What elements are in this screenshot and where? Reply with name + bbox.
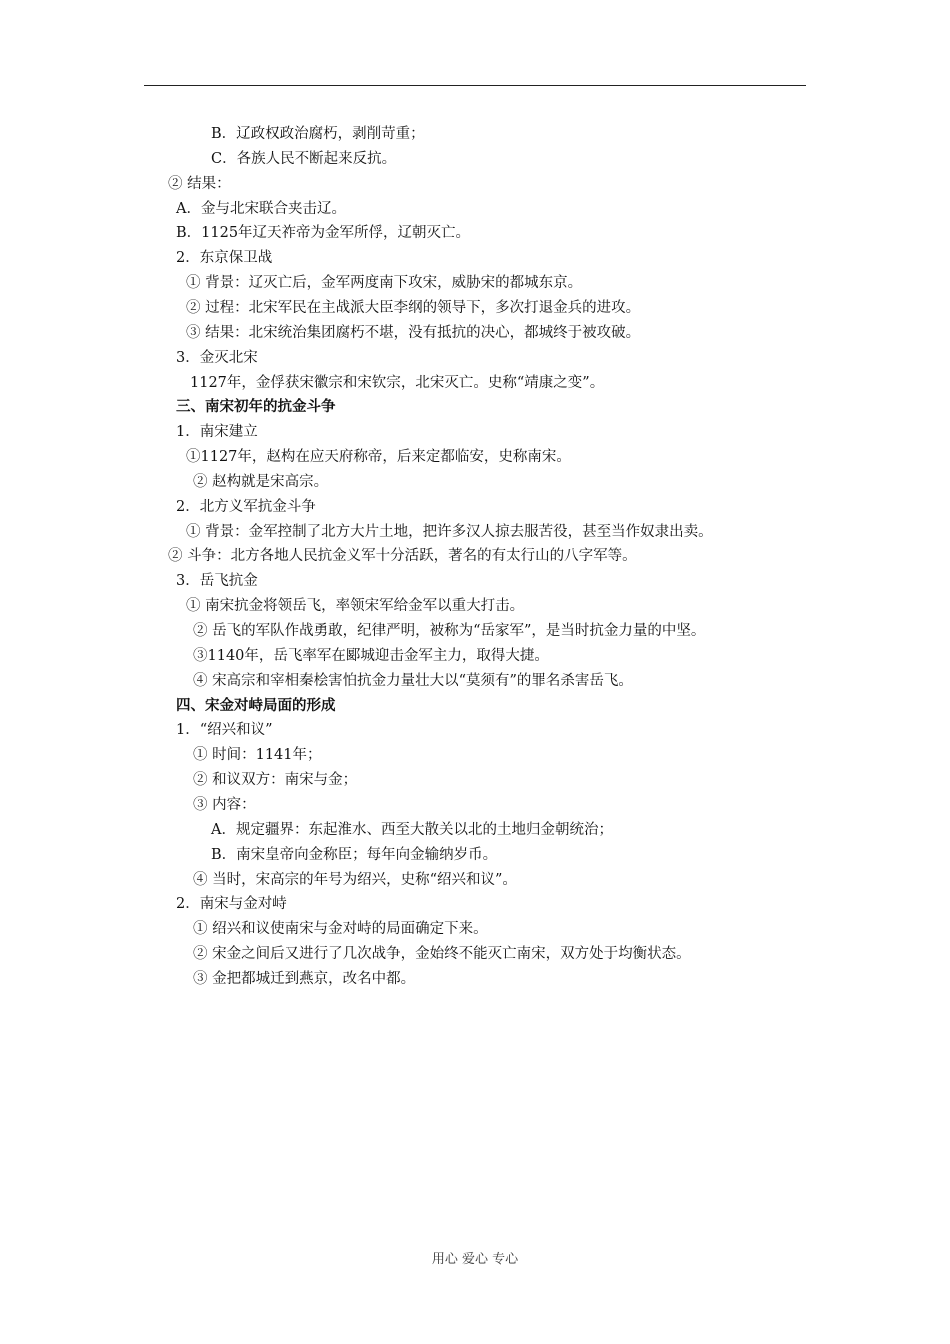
text-line: ② 斗争：北方各地人民抗金义军十分活跃，著名的有太行山的八字军等。 xyxy=(168,548,637,565)
text-line: 1127年，金俘获宋徽宗和宋钦宗，北宋灭亡。史称“靖康之变”。 xyxy=(190,374,605,391)
text-line: B．1125年辽天祚帝为金军所俘，辽朝灭亡。 xyxy=(176,225,471,242)
page-footer: 用心 爱心 专心 xyxy=(431,1252,519,1267)
text-line: ② 赵构就是宋高宗。 xyxy=(193,473,329,490)
text-line: B．辽政权政治腐朽，剥削苛重； xyxy=(211,126,425,142)
text-line: ② 和议双方：南宋与金； xyxy=(193,772,358,789)
text-line: ①1127年，赵构在应天府称帝，后来定都临安，史称南宋。 xyxy=(186,449,571,466)
text-line: ① 背景：金军控制了北方大片土地，把许多汉人掠去服苦役，甚至当作奴隶出卖。 xyxy=(186,523,713,540)
text-line: ① 绍兴和议使南宋与金对峙的局面确定下来。 xyxy=(193,921,488,938)
text-line: ② 岳飞的军队作战勇敢，纪律严明，被称为“岳家军”，是当时抗金力量的中坚。 xyxy=(193,623,706,639)
text-line: ① 时间：1141年； xyxy=(193,747,322,764)
text-line: A．金与北宋联合夹击辽。 xyxy=(176,200,346,217)
text-line: ① 背景：辽灭亡后，金军两度南下攻宋，威胁宋的都城东京。 xyxy=(186,275,583,292)
text-line: C．各族人民不断起来反抗。 xyxy=(211,150,397,167)
section-heading: 四、宋金对峙局面的形成 xyxy=(176,696,336,714)
text-line: ③1140年，岳飞率军在郾城迎击金军主力，取得大捷。 xyxy=(193,647,549,664)
text-line: ③ 金把都城迁到燕京，改名中都。 xyxy=(193,970,416,987)
text-line: ② 宋金之间后又进行了几次战争，金始终不能灭亡南宋，双方处于均衡状态。 xyxy=(193,946,691,963)
text-line: ③ 结果：北宋统治集团腐朽不堪，没有抵抗的决心，都城终于被攻破。 xyxy=(186,324,641,341)
header-rule xyxy=(144,85,806,86)
text-line: 1．“绍兴和议” xyxy=(176,722,273,739)
text-line: 1．南宋建立 xyxy=(176,424,258,441)
text-line: ② 过程：北宋军民在主战派大臣李纲的领导下，多次打退金兵的进攻。 xyxy=(186,299,641,316)
text-line: ① 南宋抗金将领岳飞，率领宋军给金军以重大打击。 xyxy=(186,598,525,615)
text-line: A．规定疆界：东起淮水、西至大散关以北的土地归金朝统治； xyxy=(211,821,613,838)
text-line: 2．北方义军抗金斗争 xyxy=(176,498,316,515)
text-line: 2．东京保卫战 xyxy=(176,250,273,267)
text-line: ② 结果： xyxy=(168,175,231,192)
text-line: B．南宋皇帝向金称臣；每年向金输纳岁币。 xyxy=(211,846,498,863)
text-line: ③ 内容： xyxy=(193,796,256,813)
text-line: 2．南宋与金对峙 xyxy=(176,896,287,913)
text-line: 3．岳飞抗金 xyxy=(176,573,258,590)
text-line: ④ 宋高宗和宰相秦桧害怕抗金力量壮大以“莫须有”的罪名杀害岳飞。 xyxy=(193,672,633,689)
section-heading: 三、南宋初年的抗金斗争 xyxy=(176,398,336,416)
text-line: ④ 当时，宋高宗的年号为绍兴，史称“绍兴和议”。 xyxy=(193,871,517,888)
text-line: 3．金灭北宋 xyxy=(176,349,258,366)
